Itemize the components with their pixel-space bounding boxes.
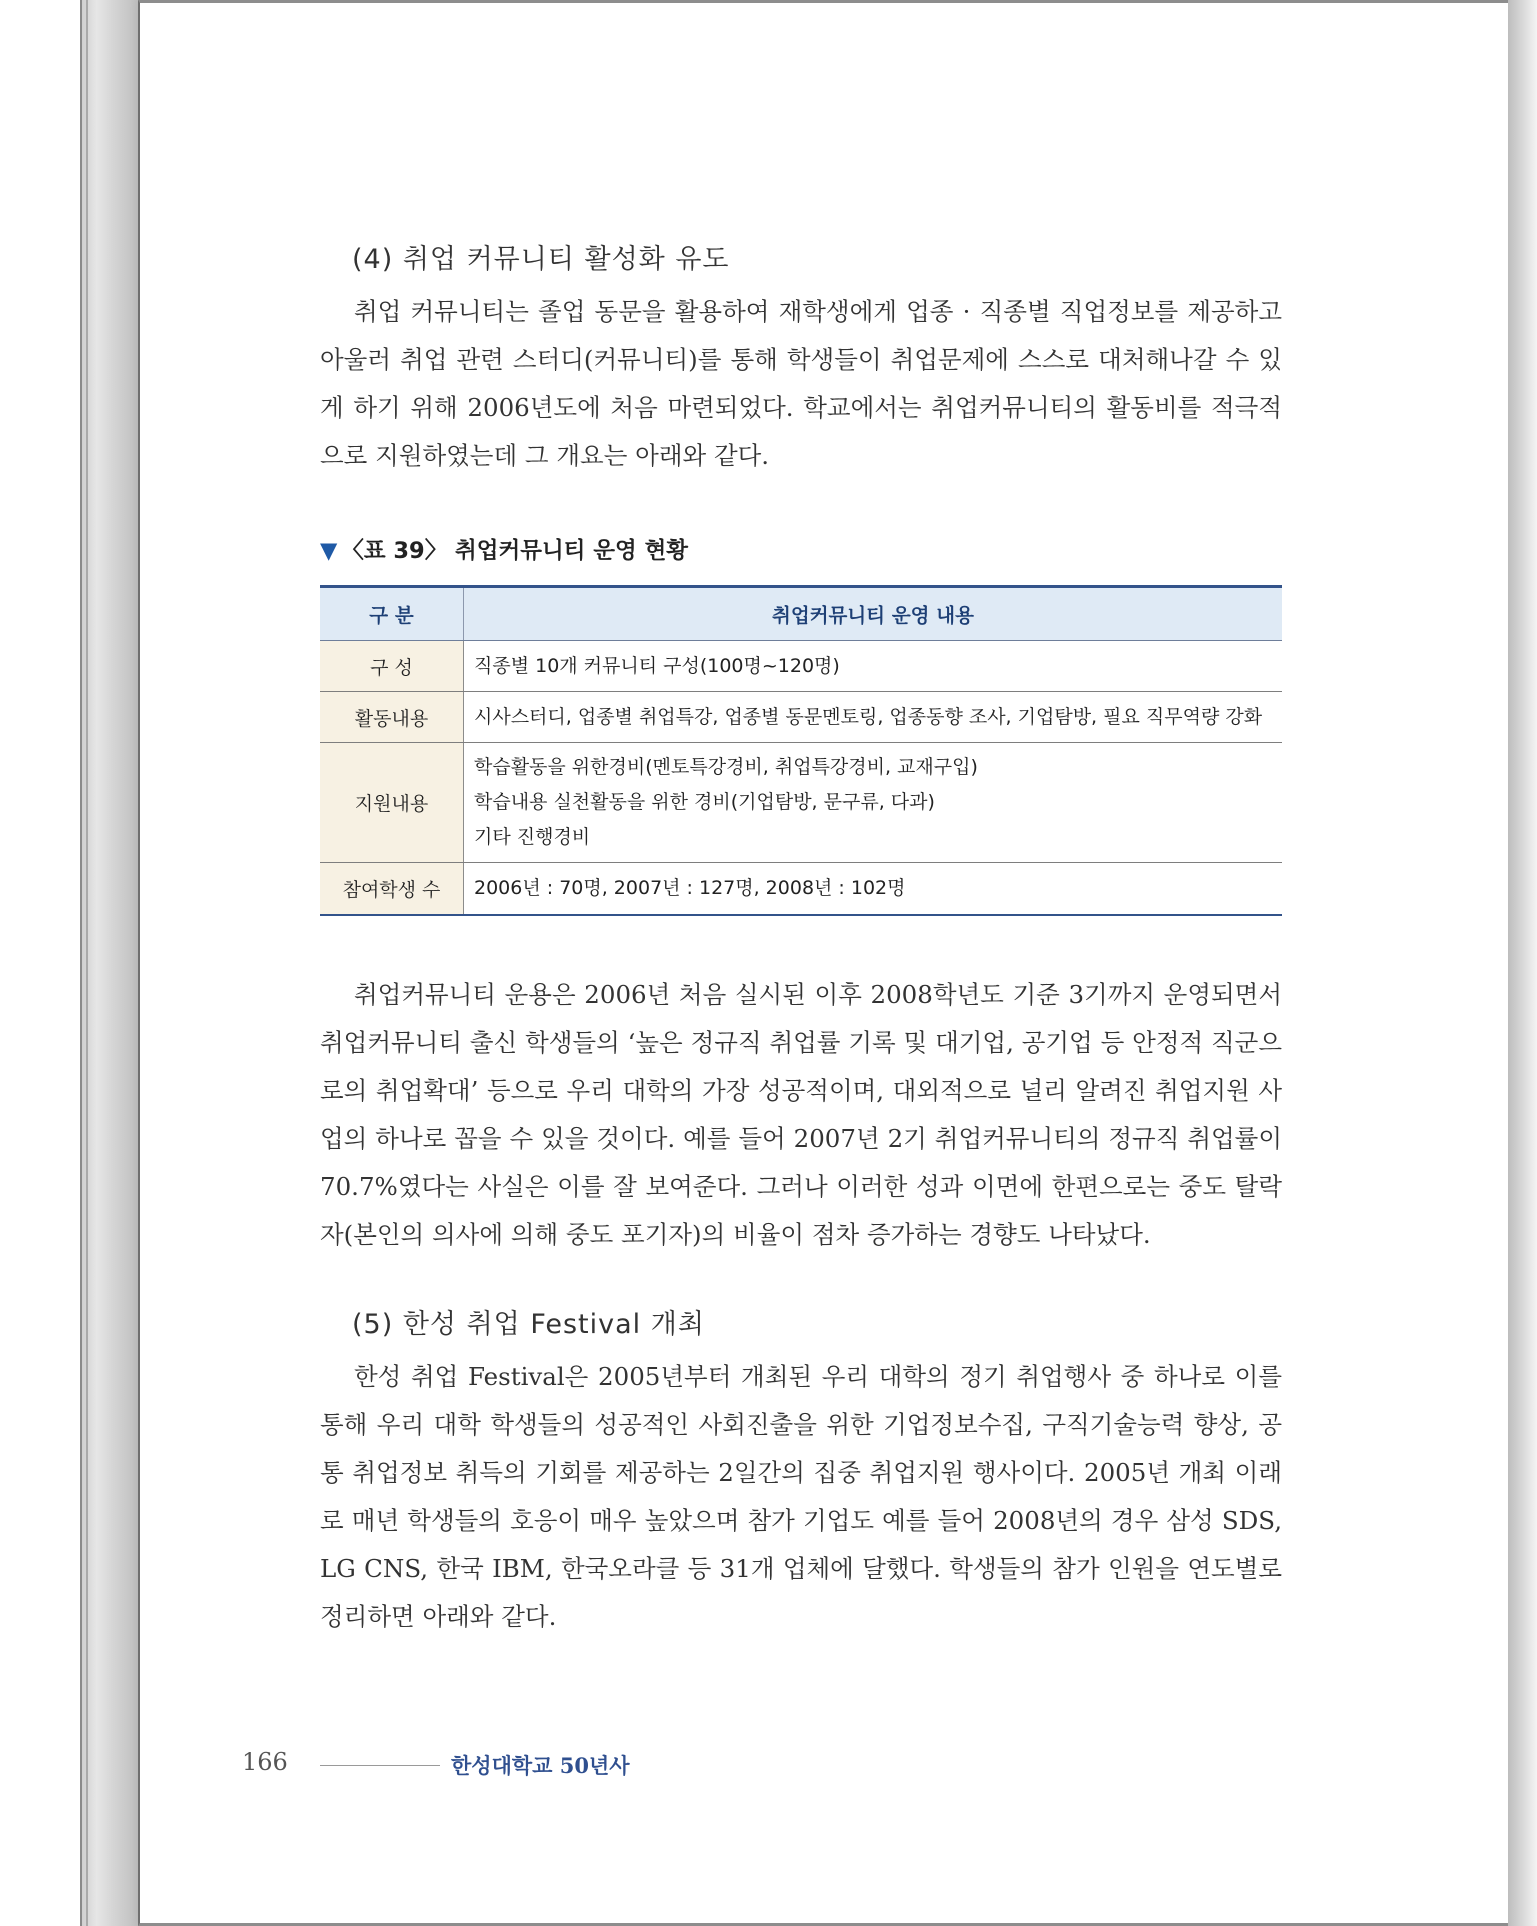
row-label: 활동내용 [320,692,464,743]
row-label: 참여학생 수 [320,863,464,916]
section-5-heading: (5) 한성 취업 Festival 개최 [352,1309,705,1340]
table-row [320,743,1282,863]
row-line: 시사스터디, 업종별 취업특강, 업종별 동문멘토링, 업종동향 조사, 기업탐방, 필요 직무역량 강화 [474,705,1263,728]
row-line: 학습내용 실천활동을 위한 경비(기업탐방, 문구류, 다과) [474,791,935,813]
footer-rule [320,1765,440,1766]
row-label: 구 성 [320,641,464,692]
row-content [464,743,1283,863]
row-line: 직종별 10개 커뮤니티 구성(100명~120명) [474,654,840,677]
section-5-paragraph: 한성 취업 Festival은 2005년부터 개최된 우리 대학의 정기 취업행사 중 하나로 이를 통해 우리 대학 학생들의 성공적인 사회진출을 위한 기업정보수집, 구직기술능력 향상, 공통 취업정보 취득의 기회를 제공하는 2일간의 집중 취업지원 행사이다. 2005년 개최 이래로 매년 학생들의 호응이 매우 높았으며 참가 기업도 예를 들어 2008년의 경우 삼성 SDS, LG CNS, 한국 IBM, 한국오라클 등 31개 업체에 달했다. 학생들의 참가 인원을 연도별로 정리하면 아래와 같다. [320,1362,1282,1631]
row-line: 기타 진행경비 [474,826,591,848]
community-summary-paragraph: 취업커뮤니티 운용은 2006년 처음 실시된 이후 2008학년도 기준 3기까지 운영되면서 취업커뮤니티 출신 학생들의 ‘높은 정규직 취업률 기록 및 대기업, 공기업 등 안정적 직군으로의 취업확대’ 등으로 우리 대학의 가장 성공적이며, 대외적으로 널리 알려진 취업지원 사업의 하나로 꼽을 수 있을 것이다. 예를 들어 2007년 2기 취업커뮤니티의 정규직 취업률이 70.7%였다는 사실은 이를 잘 보여준다. 그러나 이러한 성과 이면에 한편으로는 중도 탈락자(본인의 의사에 의해 중도 포기자)의 비율이 점차 증가하는 경향도 나타났다. [320,980,1282,1249]
row-line: 학습활동을 위한경비(멘토특강경비, 취업특강경비, 교재구입) [474,756,978,778]
row-label: 지원내용 [320,743,464,863]
row-line: 2006년 : 70명, 2007년 : 127명, 2008년 : 102명 [474,877,906,899]
table-header-content: 취업커뮤니티 운영 내용 [464,587,1283,641]
row-content [464,692,1283,743]
triangle-marker-icon: ▼ [320,538,338,564]
page-number: 166 [242,1748,288,1776]
book-spine [80,0,140,1926]
table-row [320,641,1282,692]
row-content [464,863,1283,916]
community-table [320,585,1282,916]
section-4-paragraph: 취업 커뮤니티는 졸업 동문을 활용하여 재학생에게 업종 · 직종별 직업정보를 제공하고 아울러 취업 관련 스터디(커뮤니티)를 통해 학생들이 취업문제에 스스로 대처해나갈 수 있게 하기 위해 2006년도에 처음 마련되었다. 학교에서는 취업커뮤니티의 활동비를 적극적으로 지원하였는데 그 개요는 아래와 같다. [320,297,1282,470]
section-4-heading: (4) 취업 커뮤니티 활성화 유도 [352,244,730,275]
table-caption [320,533,688,565]
table-title: 〈표 39〉 취업커뮤니티 운영 현황 [341,538,689,564]
table-row [320,863,1282,916]
row-content [464,641,1283,692]
book-title: 한성대학교 50년사 [451,1753,630,1778]
page-edge-shadow [1508,0,1537,1926]
table-row [320,692,1282,743]
table-header-category: 구 분 [320,587,464,641]
